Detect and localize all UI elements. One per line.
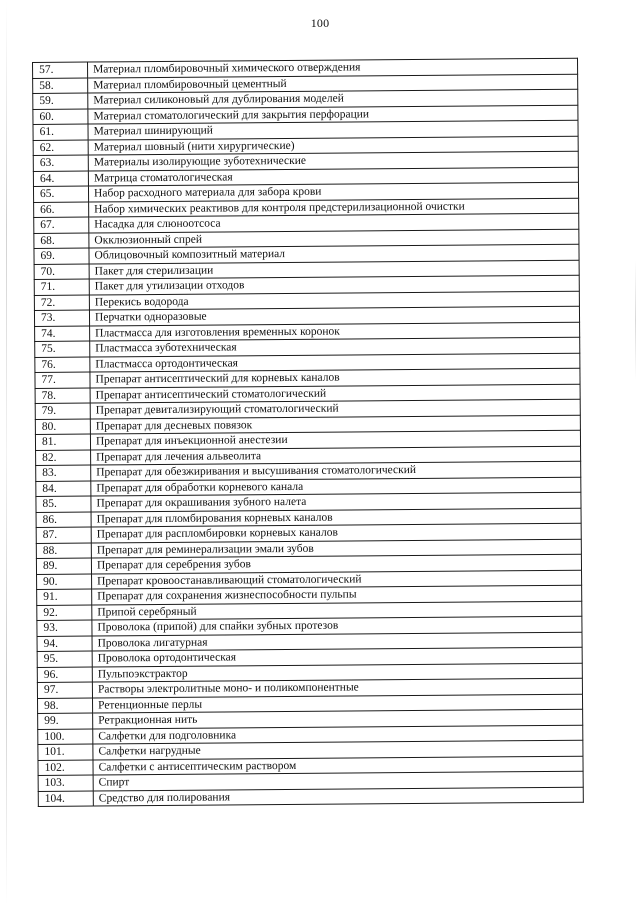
item-name: Препарат для лечения альвеолита — [91, 446, 581, 465]
item-name: Ретракционная нить — [93, 709, 583, 728]
item-name: Препарат для инъекционной анестезии — [90, 430, 580, 449]
item-name: Спирт — [93, 771, 583, 790]
row-number: 62. — [33, 140, 88, 156]
row-number: 63. — [33, 155, 88, 171]
item-name: Салфетки нагрудные — [93, 740, 583, 759]
row-number: 83. — [36, 465, 91, 481]
item-name: Проволока (припой) для спайки зубных протезов — [92, 616, 582, 635]
row-number: 82. — [36, 450, 91, 466]
row-number: 74. — [35, 326, 90, 342]
item-name: Матрица стоматологическая — [88, 167, 578, 186]
item-name: Растворы электролитные моно- и поликомпонентные — [92, 678, 582, 697]
row-number: 95. — [37, 651, 92, 667]
row-number: 69. — [34, 248, 89, 264]
row-number: 59. — [33, 93, 88, 109]
item-name: Перекись водорода — [89, 291, 579, 310]
row-number: 103. — [38, 775, 93, 791]
row-number: 68. — [34, 233, 89, 249]
row-number: 91. — [37, 589, 92, 605]
scan-edge-shadow-right — [635, 260, 636, 380]
row-number: 85. — [36, 496, 91, 512]
row-number: 73. — [34, 310, 89, 326]
item-name: Средство для полирования — [93, 787, 583, 806]
row-number: 92. — [37, 605, 92, 621]
item-name: Материал пломбировочный цементный — [88, 74, 578, 93]
item-name: Пакет для стерилизации — [89, 260, 579, 279]
row-number: 94. — [37, 636, 92, 652]
row-number: 79. — [35, 403, 90, 419]
row-number: 96. — [37, 667, 92, 683]
row-number: 78. — [35, 388, 90, 404]
item-name: Материал пломбировочный химического отверждения — [88, 58, 578, 77]
item-name: Материал силиконовый для дублирования моделей — [88, 89, 578, 108]
item-name: Салфетки с антисептическим раствором — [93, 756, 583, 775]
item-name: Пакет для утилизации отходов — [89, 275, 579, 294]
row-number: 97. — [37, 682, 92, 698]
row-number: 90. — [37, 574, 92, 590]
row-number: 64. — [33, 171, 88, 187]
item-name: Препарат для пломбирования корневых каналов — [91, 508, 581, 527]
item-name: Пластмасса зуботехническая — [90, 337, 580, 356]
materials-table — [32, 58, 584, 807]
item-name: Препарат девитализирующий стоматологический — [90, 399, 580, 418]
item-name: Пластмасса для изготовления временных коронок — [90, 322, 580, 341]
item-name: Препарат для сохранения жизнеспособности пульпы — [92, 585, 582, 604]
item-name: Препарат антисептический стоматологический — [90, 384, 580, 403]
row-number: 71. — [34, 279, 89, 295]
row-number: 84. — [36, 481, 91, 497]
item-name: Препарат антисептический для корневых каналов — [90, 368, 580, 387]
item-name: Проволока лигатурная — [92, 632, 582, 651]
item-name: Препарат для окрашивания зубного налета — [91, 492, 581, 511]
materials-table-body — [33, 58, 584, 806]
item-name: Пластмасса ортодонтическая — [90, 353, 580, 372]
item-name: Препарат для обезжиривания и высушивания стоматологический — [91, 461, 581, 480]
row-number: 75. — [35, 341, 90, 357]
row-number: 66. — [34, 202, 89, 218]
item-name: Пульпоэкстрактор — [92, 663, 582, 682]
page-number: 100 — [310, 16, 330, 30]
row-number: 70. — [34, 264, 89, 280]
item-name: Материал шинирующий — [88, 120, 578, 139]
row-number: 101. — [38, 744, 93, 760]
row-number: 87. — [36, 527, 91, 543]
row-number: 93. — [37, 620, 92, 636]
row-number: 89. — [36, 558, 91, 574]
item-name: Материалы изолирующие зуботехнические — [88, 151, 578, 170]
table-row — [38, 787, 583, 807]
row-number: 99. — [38, 713, 93, 729]
row-number: 58. — [33, 78, 88, 94]
row-number: 72. — [34, 295, 89, 311]
scan-edge-shadow-left — [6, 0, 7, 905]
row-number: 80. — [35, 419, 90, 435]
item-name: Препарат для распломбировки корневых каналов — [91, 523, 581, 542]
item-name: Набор расходного материала для забора крови — [88, 182, 578, 201]
row-number: 81. — [35, 434, 90, 450]
row-number: 67. — [34, 217, 89, 233]
item-name: Салфетки для подголовника — [93, 725, 583, 744]
row-number: 100. — [38, 729, 93, 745]
item-name: Препарат для обработки корневого канала — [91, 477, 581, 496]
row-number: 86. — [36, 512, 91, 528]
item-name: Насадка для слюноотсоса — [89, 213, 579, 232]
row-number: 104. — [38, 791, 93, 807]
item-name: Материал стоматологический для закрытия перфорации — [88, 105, 578, 124]
row-number: 61. — [33, 124, 88, 140]
item-name: Препарат кровоостанавливающий стоматологический — [92, 570, 582, 589]
item-name: Препарат для десневых повязок — [90, 415, 580, 434]
row-number: 77. — [35, 372, 90, 388]
item-name: Облицовочный композитный материал — [89, 244, 579, 263]
row-number: 76. — [35, 357, 90, 373]
row-number: 57. — [33, 62, 88, 78]
item-name: Окклюзионный спрей — [89, 229, 579, 248]
item-name: Припой серебряный — [92, 601, 582, 620]
row-number: 60. — [33, 109, 88, 125]
item-name: Материал шовный (нити хирургические) — [88, 136, 578, 155]
row-number: 65. — [33, 186, 88, 202]
item-name: Проволока ортодонтическая — [92, 647, 582, 666]
item-name: Препарат для реминерализации эмали зубов — [91, 539, 581, 558]
item-name: Ретенционные перлы — [92, 694, 582, 713]
row-number: 102. — [38, 760, 93, 776]
item-name: Набор химических реактивов для контроля предстерилизационной очистки — [89, 198, 579, 217]
item-name: Перчатки одноразовые — [89, 306, 579, 325]
item-name: Препарат для серебрения зубов — [91, 554, 581, 573]
row-number: 88. — [36, 543, 91, 559]
row-number: 98. — [37, 698, 92, 714]
